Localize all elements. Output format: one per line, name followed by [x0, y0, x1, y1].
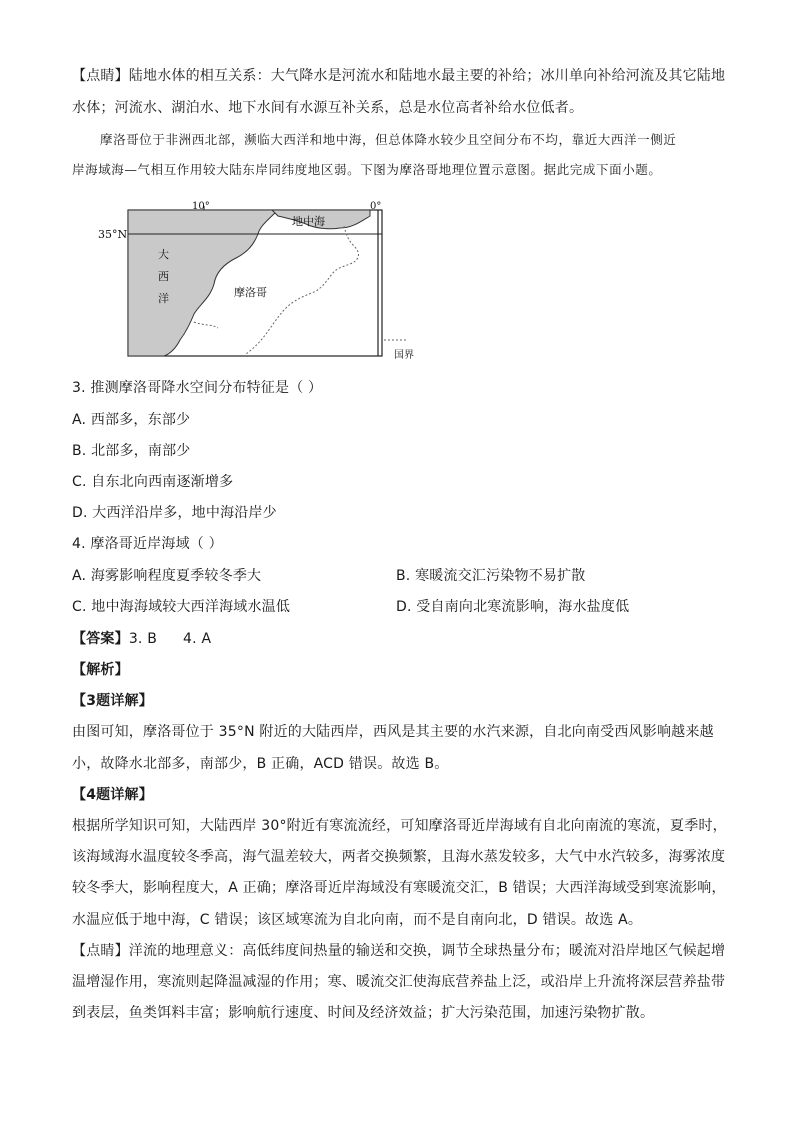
atlantic-ocean: [128, 210, 278, 356]
intro-line-1: 摩洛哥位于非洲西北部，濒临大西洋和地中海，但总体降水较少且空间分布不均，靠近大西洋一侧近: [100, 132, 677, 147]
q3-option-b: B. 北部多，南部少: [72, 443, 191, 459]
label-mediterranean: 地中海: [292, 215, 325, 228]
label-lon-10: 10°: [192, 201, 210, 212]
q4-stem: 4. 摩洛哥近岸海域（ ）: [72, 536, 223, 552]
intro-line-2: 岸海域海—气相互作用较大陆东岸同纬度地区弱。下图为摩洛哥地理位置示意图。据此完成下面小题。: [72, 162, 662, 177]
detail4-line-3: 较冬季大，影响程度大，A 正确；摩洛哥近岸海域没有寒暖流交汇，B 错误；大西洋海域受到寒流影响，: [72, 880, 726, 896]
detail4-title: 【4题详解】: [72, 787, 153, 803]
answer-4: 4. A: [183, 631, 212, 647]
note1-line-2: 水体；河流水、湖泊水、地下水间有水源互补关系，总是水位高者补给水位低者。: [72, 100, 584, 116]
detail4-line-2: 该海域海水温度较冬季高，海气温差较大，两者交换频繁，且海水蒸发较多，大气中水汽较多，海雾浓度: [72, 849, 726, 865]
answer-line: [72, 629, 211, 649]
q4-option-d: D. 受自南向北寒流影响，海水盐度低: [396, 599, 630, 615]
q4-option-b: B. 寒暖流交汇污染物不易扩散: [396, 568, 586, 584]
analysis-label: 【解析】: [72, 662, 129, 678]
morocco-map: [98, 198, 424, 364]
detail3-line-1: 由图可知，摩洛哥位于 35°N 附近的大陆西岸，西风是其主要的水汽来源，自北向南受西风影响越来越: [72, 724, 714, 740]
legend-border-label: 国界: [394, 350, 414, 361]
q3-option-d: D. 大西洋沿岸多，地中海沿岸少: [72, 505, 277, 521]
q3-stem: 3. 推测摩洛哥降水空间分布特征是（ ）: [72, 380, 323, 396]
label-lat-35: 35°N: [98, 228, 128, 241]
q3-option-a: A. 西部多，东部少: [72, 412, 191, 428]
q3-option-c: C. 自东北向西南逐渐增多: [72, 474, 234, 490]
answer-label: 【答案】: [72, 631, 129, 647]
detail3-line-2: 小，故降水北部多，南部少，B 正确，ACD 错误。故选 B。: [72, 756, 449, 772]
detail4-line-4: 水温应低于地中海，C 错误；该区域寒流为自北向南，而不是自南向北，D 错误。故选 A。: [72, 912, 643, 928]
label-ocean-2: 西: [158, 270, 169, 283]
label-lon-0: 0°: [370, 201, 382, 212]
detail3-title: 【3题详解】: [72, 693, 153, 709]
label-morocco: 摩洛哥: [234, 286, 267, 299]
q4-option-c: C. 地中海海域较大西洋海域水温低: [72, 599, 291, 615]
answer-3: 3. B: [128, 631, 158, 647]
note2-line-3: 到表层，鱼类饵料丰富；影响航行速度、时间及经济效益；扩大污染范围，加速污染物扩散。: [72, 1005, 655, 1021]
note2-line-2: 温增湿作用，寒流则起降温减湿的作用；寒、暖流交汇使海底营养盐上泛，或沿岸上升流将深层营养盐带: [72, 974, 726, 990]
note2-line-1: 【点睛】洋流的地理意义：高低纬度间热量的输送和交换，调节全球热量分布；暖流对沿岸地区气候起增: [72, 943, 726, 959]
label-ocean-3: 洋: [158, 292, 169, 305]
note1-line-1: 【点睛】陆地水体的相互关系：大气降水是河流水和陆地水最主要的补给；冰川单向补给河流及其它陆地: [72, 68, 726, 84]
detail4-line-1: 根据所学知识可知，大陆西岸 30°附近有寒流流经，可知摩洛哥近岸海域有自北向南流的寒流，夏季时，: [72, 818, 727, 834]
label-ocean-1: 大: [158, 248, 169, 261]
q4-option-a: A. 海雾影响程度夏季较冬季大: [72, 568, 262, 584]
